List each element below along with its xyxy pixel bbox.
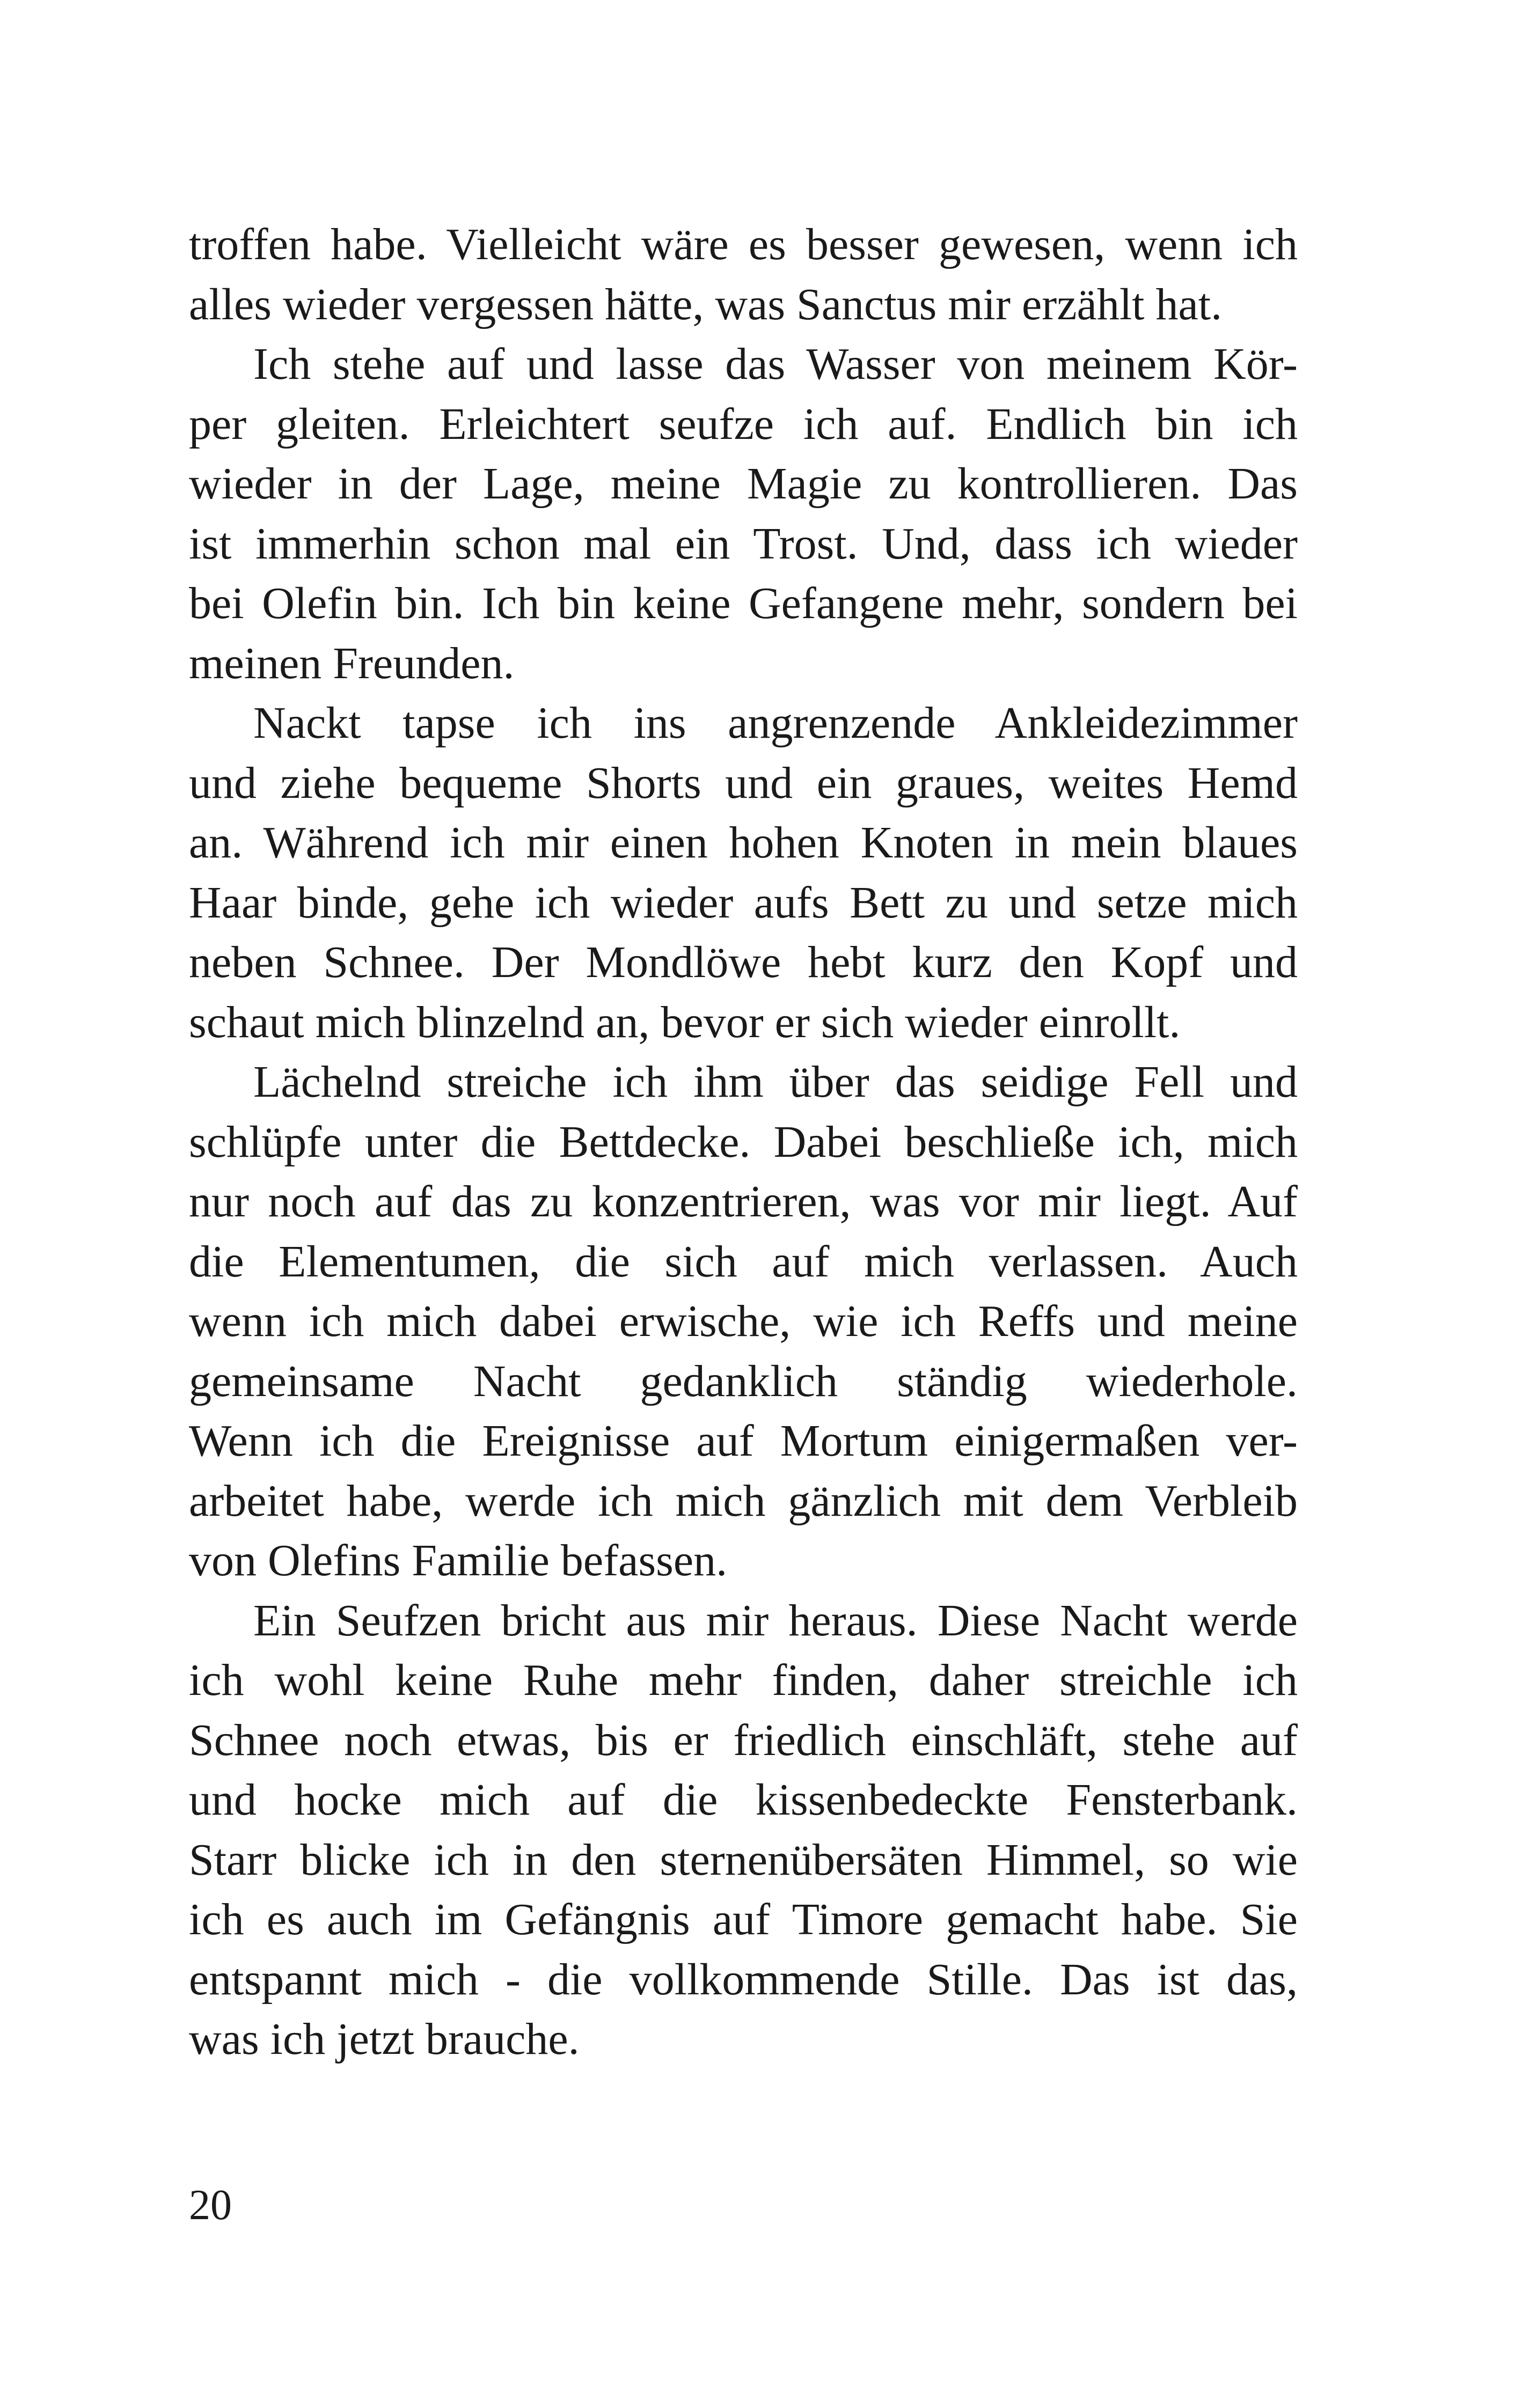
- text-line: arbeitet habe, werde ich mich gänzlich mit dem Verbleib: [189, 1475, 1298, 1526]
- body-text: [189, 215, 1298, 2069]
- text-line: entspannt mich - die vollkommende Stille. Das ist das,: [189, 1954, 1298, 2005]
- page-number: 20: [189, 2182, 232, 2229]
- text-line: neben Schnee. Der Mondlöwe hebt kurz den Kopf und: [189, 937, 1298, 987]
- text-line: ist immerhin schon mal ein Trost. Und, dass ich wieder: [189, 518, 1298, 569]
- text-line: schlüpfe unter die Bettdecke. Dabei beschließe ich, mich: [189, 1117, 1298, 1167]
- text-line: troffen habe. Vielleicht wäre es besser gewesen, wenn ich: [189, 219, 1298, 269]
- paragraph-first-line: Lächelnd streiche ich ihm über das seidige Fell und: [253, 1057, 1298, 1107]
- text-line: und ziehe bequeme Shorts und ein graues, weites Hemd: [189, 758, 1298, 808]
- text-line: Schnee noch etwas, bis er friedlich einschläft, stehe auf: [189, 1715, 1298, 1765]
- text-line: wenn ich mich dabei erwische, wie ich Reffs und meine: [189, 1296, 1298, 1346]
- text-line: Starr blicke ich in den sternenübersäten Himmel, so wie: [189, 1834, 1298, 1885]
- text-line: per gleiten. Erleichtert seufze ich auf. Endlich bin ich: [189, 399, 1298, 449]
- text-line: bei Olefin bin. Ich bin keine Gefangene mehr, sondern bei: [189, 578, 1298, 628]
- text-line: nur noch auf das zu konzentrieren, was vor mir liegt. Auf: [189, 1177, 1298, 1227]
- text-line: die Elementumen, die sich auf mich verlassen. Auch: [189, 1236, 1298, 1287]
- paragraph-first-line: Nackt tapse ich ins angrenzende Ankleidezimmer: [253, 698, 1298, 748]
- text-line: meinen Freunden.: [189, 638, 515, 688]
- text-line: schaut mich blinzelnd an, bevor er sich wieder einrollt.: [189, 997, 1181, 1047]
- paragraph-first-line: Ich stehe auf und lasse das Wasser von meinem Kör-: [253, 339, 1298, 389]
- text-line: wieder in der Lage, meine Magie zu kontrollieren. Das: [189, 459, 1298, 509]
- text-line: Wenn ich die Ereignisse auf Mortum einigermaßen ver-: [189, 1416, 1298, 1466]
- text-line: an. Während ich mir einen hohen Knoten in mein blaues: [189, 818, 1298, 868]
- paragraph-first-line: Ein Seufzen bricht aus mir heraus. Diese Nacht werde: [253, 1595, 1298, 1646]
- text-line: ich wohl keine Ruhe mehr finden, daher streichle ich: [189, 1655, 1298, 1705]
- text-line: und hocke mich auf die kissenbedeckte Fensterbank.: [189, 1775, 1298, 1825]
- text-line: alles wieder vergessen hätte, was Sanctus mir erzählt hat.: [189, 279, 1223, 329]
- text-line: ich es auch im Gefängnis auf Timore gemacht habe. Sie: [189, 1895, 1298, 1944]
- text-line: von Olefins Familie befassen.: [189, 1536, 728, 1585]
- text-line: Haar binde, gehe ich wieder aufs Bett zu und setze mich: [189, 877, 1298, 928]
- text-line: gemeinsame Nacht gedanklich ständig wiederhole.: [189, 1356, 1298, 1406]
- text-line: was ich jetzt brauche.: [189, 2014, 580, 2064]
